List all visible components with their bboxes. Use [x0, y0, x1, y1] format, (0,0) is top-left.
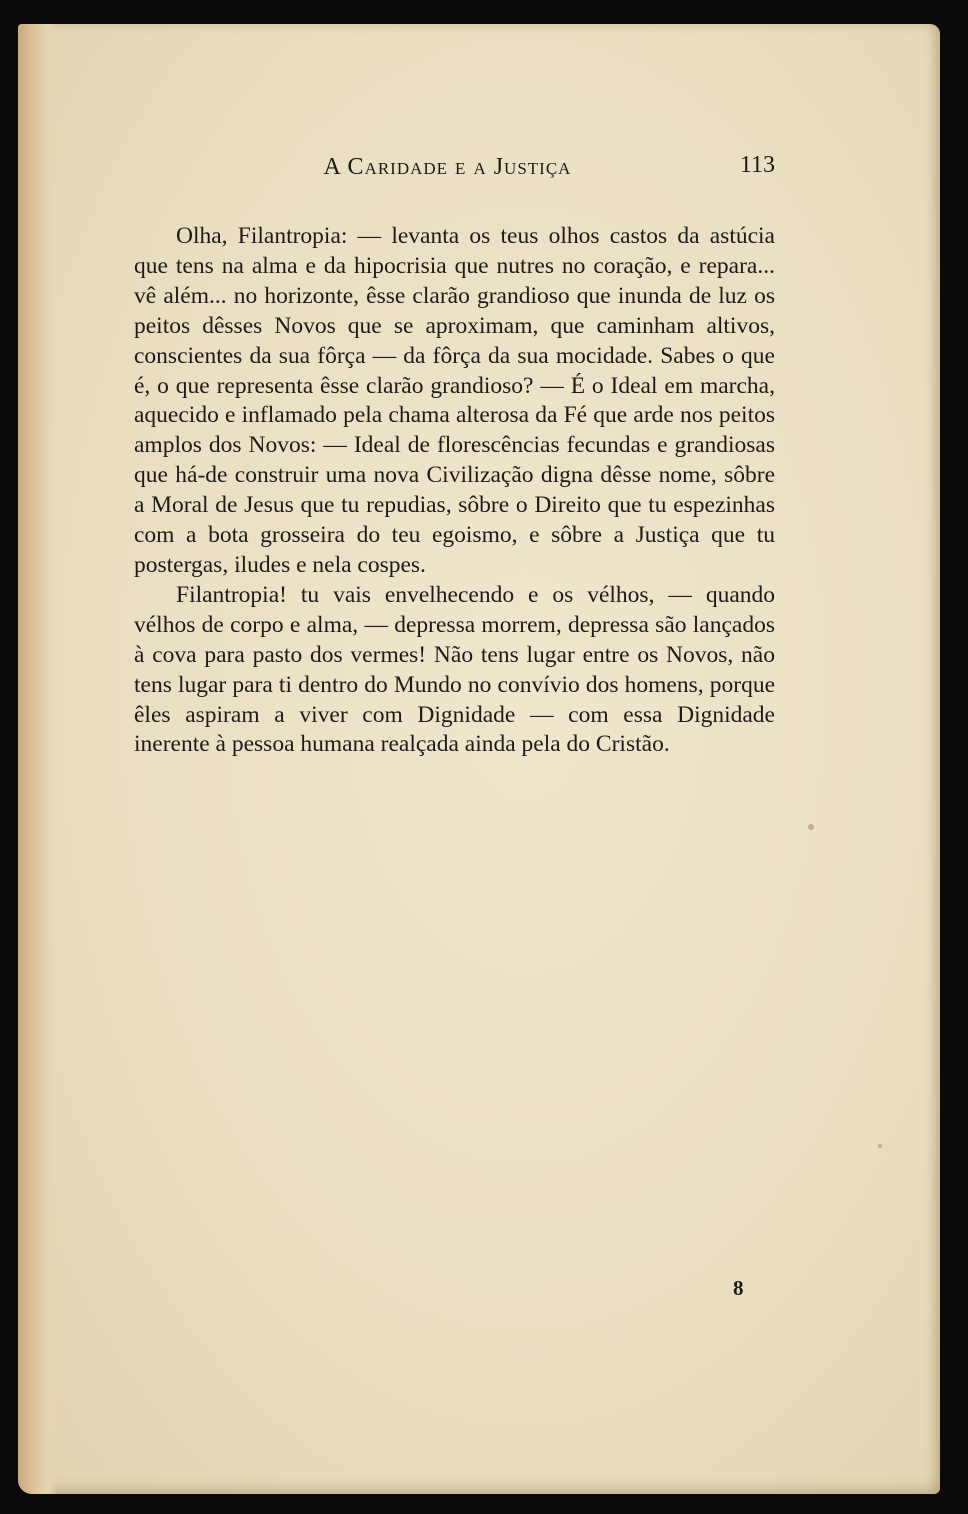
page-number: 113 [739, 152, 775, 178]
paper-stain [878, 1144, 882, 1148]
paper-stain [808, 824, 814, 830]
running-head: A Caridade e a Justiça [323, 154, 572, 180]
paragraph: Olha, Filantropia: — levanta os teus olhos castos da astúcia que tens na alma e da hipocrisia que nutres no coração, e repara... vê além... no horizonte, êsse clarão grandioso que inunda de luz os peitos dêsses Novos que se aproximam, que caminham altivos, conscientes da sua fôrça — da fôrça da sua mocidade. Sabes o que é, o que representa êsse clarão grandioso? — É o Ideal em marcha, aquecido e inflamado pela chama alterosa da Fé que arde nos peitos amplos dos Novos: — Ideal de florescências fecundas e grandiosas que há-de construir uma nova Civilização digna dêsse nome, sôbre a Moral de Jesus que tu repudias, sôbre o Direito que tu espezinhas com a bota grosseira do teu egoismo, e sôbre a Justiça que tu postergas, iludes e nela cospes. [134, 223, 775, 578]
paragraph: Filantropia! tu vais envelhecendo e os vélhos, — quando vélhos de corpo e alma, — depressa morrem, depressa são lançados à cova para pasto dos vermes! Não tens lugar entre os Novos, não tens lugar para ti dentro do Mundo no convívio dos homens, porque êles aspiram a viver com Dignidade — com essa Dignidade inerente à pessoa humana realçada ainda pela do Cristão. [134, 581, 775, 758]
signature-mark: 8 [733, 1276, 744, 1300]
body-text [134, 222, 775, 760]
page-header [120, 148, 775, 188]
page-gutter [18, 24, 58, 1494]
